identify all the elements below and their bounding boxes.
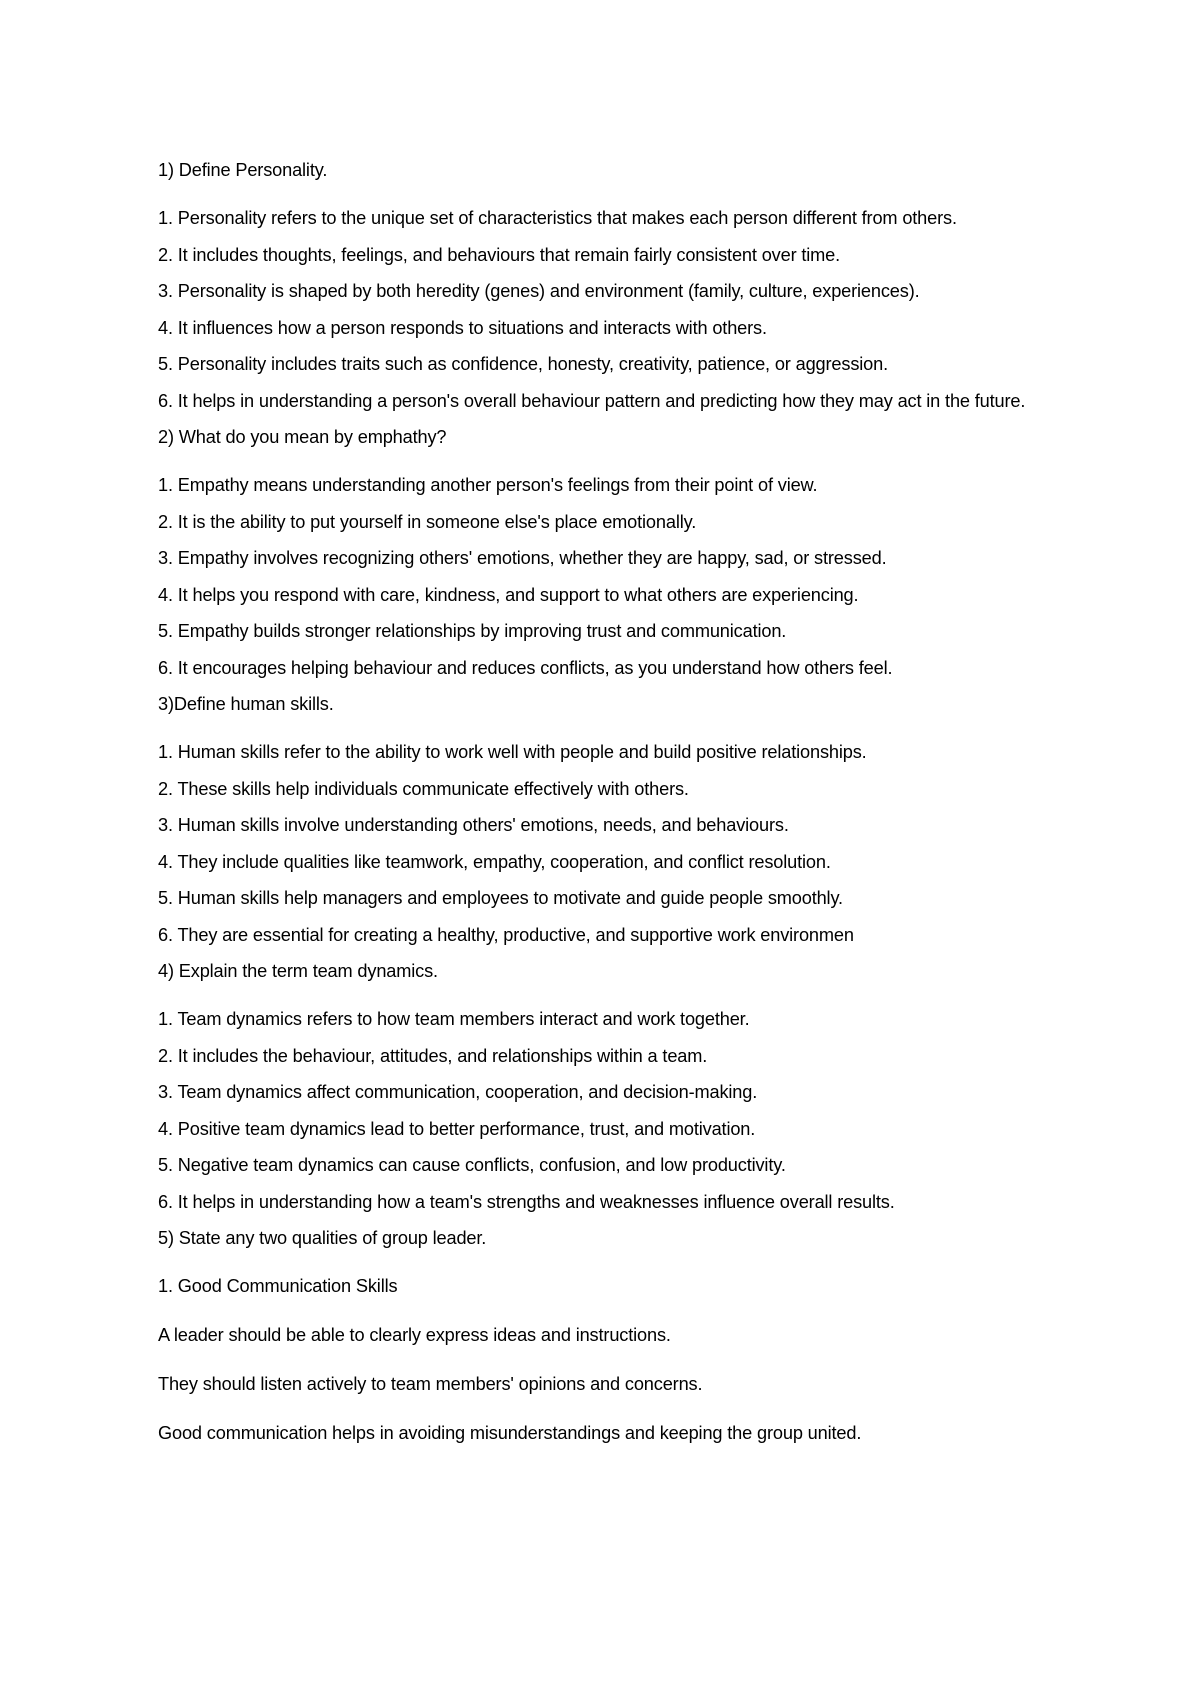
list-item: 4. It helps you respond with care, kindness, and support to what others are experiencing. [158,584,859,605]
question-heading: 3)Define human skills. [158,694,334,714]
section-empathy [158,425,1058,680]
document-page [158,158,1058,1470]
list-item: 4. Positive team dynamics lead to better performance, trust, and motivation. [158,1118,756,1139]
section-human-skills [158,692,1058,947]
list-item: 2. It is the ability to put yourself in someone else's place emotionally. [158,511,697,532]
list-item: 5. Empathy builds stronger relationships by improving trust and communication. [158,621,787,641]
list-item: 1. Team dynamics refers to how team members interact and work together. [158,1009,750,1029]
section-personality [158,158,1058,413]
list-item: 4. They include qualities like teamwork, empathy, cooperation, and conflict resolution. [158,851,831,872]
list-item: 2. These skills help individuals communicate effectively with others. [158,778,689,799]
quality-point: A leader should be able to clearly express ideas and instructions. [158,1325,671,1345]
list-item: 5. Personality includes traits such as confidence, honesty, creativity, patience, or aggression. [158,354,888,374]
list-item: 4. It influences how a person responds to situations and interacts with others. [158,317,767,338]
list-item: 5. Negative team dynamics can cause conflicts, confusion, and low productivity. [158,1155,786,1175]
list-item: 2. It includes thoughts, feelings, and behaviours that remain fairly consistent over time. [158,244,841,265]
quality-point: Good communication helps in avoiding misunderstandings and keeping the group united. [158,1423,862,1443]
list-item: 3. Human skills involve understanding others' emotions, needs, and behaviours. [158,815,789,835]
list-item: 5. Human skills help managers and employees to motivate and guide people smoothly. [158,888,843,908]
list-item: 6. It encourages helping behaviour and reduces conflicts, as you understand how others feel. [158,657,893,678]
section-team-dynamics [158,959,1058,1214]
list-item: 3. Empathy involves recognizing others' emotions, whether they are happy, sad, or stressed. [158,548,887,568]
question-heading: 4) Explain the term team dynamics. [158,961,438,981]
quality-point: They should listen actively to team members' opinions and concerns. [158,1374,703,1394]
list-item: 1. Human skills refer to the ability to work well with people and build positive relationships. [158,742,867,762]
question-heading: 1) Define Personality. [158,160,328,180]
question-heading: 2) What do you mean by emphathy? [158,427,447,447]
quality-heading: 1. Good Communication Skills [158,1276,398,1296]
list-item: 3. Team dynamics affect communication, cooperation, and decision-making. [158,1082,758,1102]
list-item: 3. Personality is shaped by both heredity (genes) and environment (family, culture, experiences). [158,281,920,301]
list-item: 6. It helps in understanding how a team's strengths and weaknesses influence overall results. [158,1191,895,1212]
list-item: 1. Empathy means understanding another person's feelings from their point of view. [158,475,818,495]
section-group-leader [158,1226,1058,1445]
question-heading: 5) State any two qualities of group leader. [158,1228,487,1248]
list-item: 1. Personality refers to the unique set of characteristics that makes each person different from others. [158,208,957,228]
list-item: 6. It helps in understanding a person's overall behaviour pattern and predicting how they may act in the future. [158,390,1026,411]
list-item: 6. They are essential for creating a healthy, productive, and supportive work environmen [158,924,854,945]
list-item: 2. It includes the behaviour, attitudes, and relationships within a team. [158,1045,708,1066]
